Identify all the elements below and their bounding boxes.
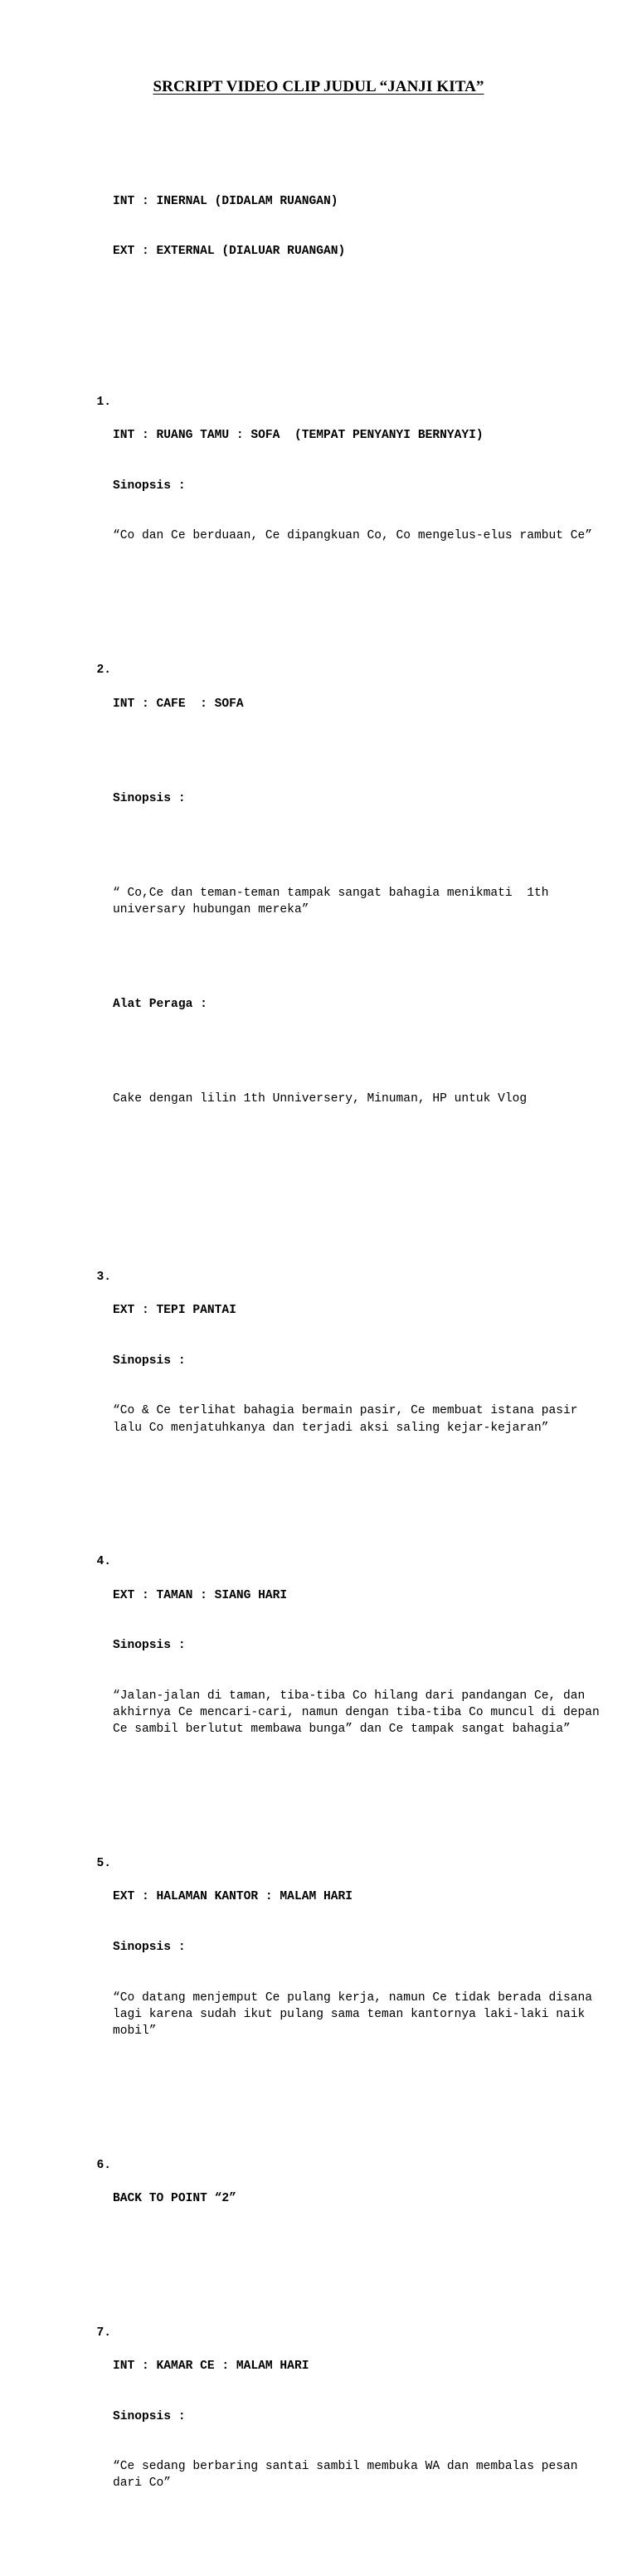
scene-number: 2. xyxy=(96,663,111,678)
scene-number: 6. xyxy=(96,2158,111,2172)
sinopsis-text: “Co datang menjemput Ce pulang kerja, namun Ce tidak berada disana lagi karena sudah ikut pulang sama teman kantornya laki-laki naik mobil” xyxy=(113,1990,600,2038)
scene-heading: BACK TO POINT “2” xyxy=(113,2191,236,2205)
scene-heading: INT : CAFE : SOFA xyxy=(113,697,244,711)
sinopsis-label: Sinopsis : xyxy=(113,1639,186,1653)
legend-int: INT : INERNAL (DIDALAM RUANGAN) xyxy=(113,194,338,208)
spacer xyxy=(113,294,610,310)
props-label: Alat Peraga : xyxy=(113,997,207,1011)
spacer xyxy=(113,840,610,851)
scene-item-3 xyxy=(96,1252,610,1470)
scene-number: 5. xyxy=(96,1856,111,1870)
scene-item-4 xyxy=(96,1537,610,1772)
spacer xyxy=(113,746,610,756)
spacer xyxy=(113,1046,610,1057)
scene-item-1 xyxy=(96,377,610,578)
legend-ext: EXT : EXTERNAL (DIALUAR RUANGAN) xyxy=(113,245,346,259)
sinopsis-text: “Co dan Ce berduaan, Ce dipangkuan Co, Co mengelus-elus rambut Ce” xyxy=(113,529,593,543)
scene-item-5 xyxy=(96,1839,610,2073)
scene-number: 4. xyxy=(96,1555,111,1569)
spacer xyxy=(113,951,610,962)
spacer xyxy=(113,1140,610,1151)
scene-item-2 xyxy=(96,645,610,1185)
sinopsis-text: “Ce sedang berbaring santai sambil membuka WA dan membalas pesan dari Co” xyxy=(113,2460,586,2491)
scene-item-6 xyxy=(96,2140,610,2240)
scene-heading: INT : KAMAR CE : MALAM HARI xyxy=(113,2360,309,2373)
scene-item-7 xyxy=(96,2307,610,2525)
scene-heading: EXT : TAMAN : SIANG HARI xyxy=(113,1588,288,1602)
sinopsis-label: Sinopsis : xyxy=(113,479,186,493)
sinopsis-label: Sinopsis : xyxy=(113,2409,186,2423)
scene-heading: INT : RUANG TAMU : SOFA (TEMPAT PENYANYI BERNYAYI) xyxy=(113,429,484,443)
sinopsis-label: Sinopsis : xyxy=(113,1940,186,1954)
sinopsis-text: “Co & Ce terlihat bahagia bermain pasir, Ce membuat istana pasir lalu Co menjatuhkanya dan terjadi aksi saling kejar-kejaran” xyxy=(113,1404,586,1435)
sinopsis-text: “ Co,Ce dan teman-teman tampak sangat bahagia menikmati 1th universary hubungan mereka” xyxy=(113,886,557,916)
scene-heading: EXT : TEPI PANTAI xyxy=(113,1304,236,1318)
sinopsis-text: “Jalan-jalan di taman, tiba-tiba Co hilang dari pandangan Ce, dan akhirnya Ce mencari-cari, namun dengan tiba-tiba Co muncul di depan Ce sambil berlutut membawa bunga” dan Ce tampak sangat bahagia” xyxy=(113,1689,607,1737)
script-body xyxy=(96,143,610,2576)
sinopsis-label: Sinopsis : xyxy=(113,791,186,805)
props-text: Cake dengan lilin 1th Unniversery, Minuman, HP untuk Vlog xyxy=(113,1091,528,1106)
scene-number: 1. xyxy=(96,395,111,409)
sinopsis-label: Sinopsis : xyxy=(113,1354,186,1368)
scene-number: 7. xyxy=(96,2326,111,2340)
scene-number: 3. xyxy=(96,1270,111,1284)
scene-heading: EXT : HALAMAN KANTOR : MALAM HARI xyxy=(113,1890,353,1904)
page-title: SRCRIPT VIDEO CLIP JUDUL “JANJI KITA” xyxy=(153,78,484,95)
